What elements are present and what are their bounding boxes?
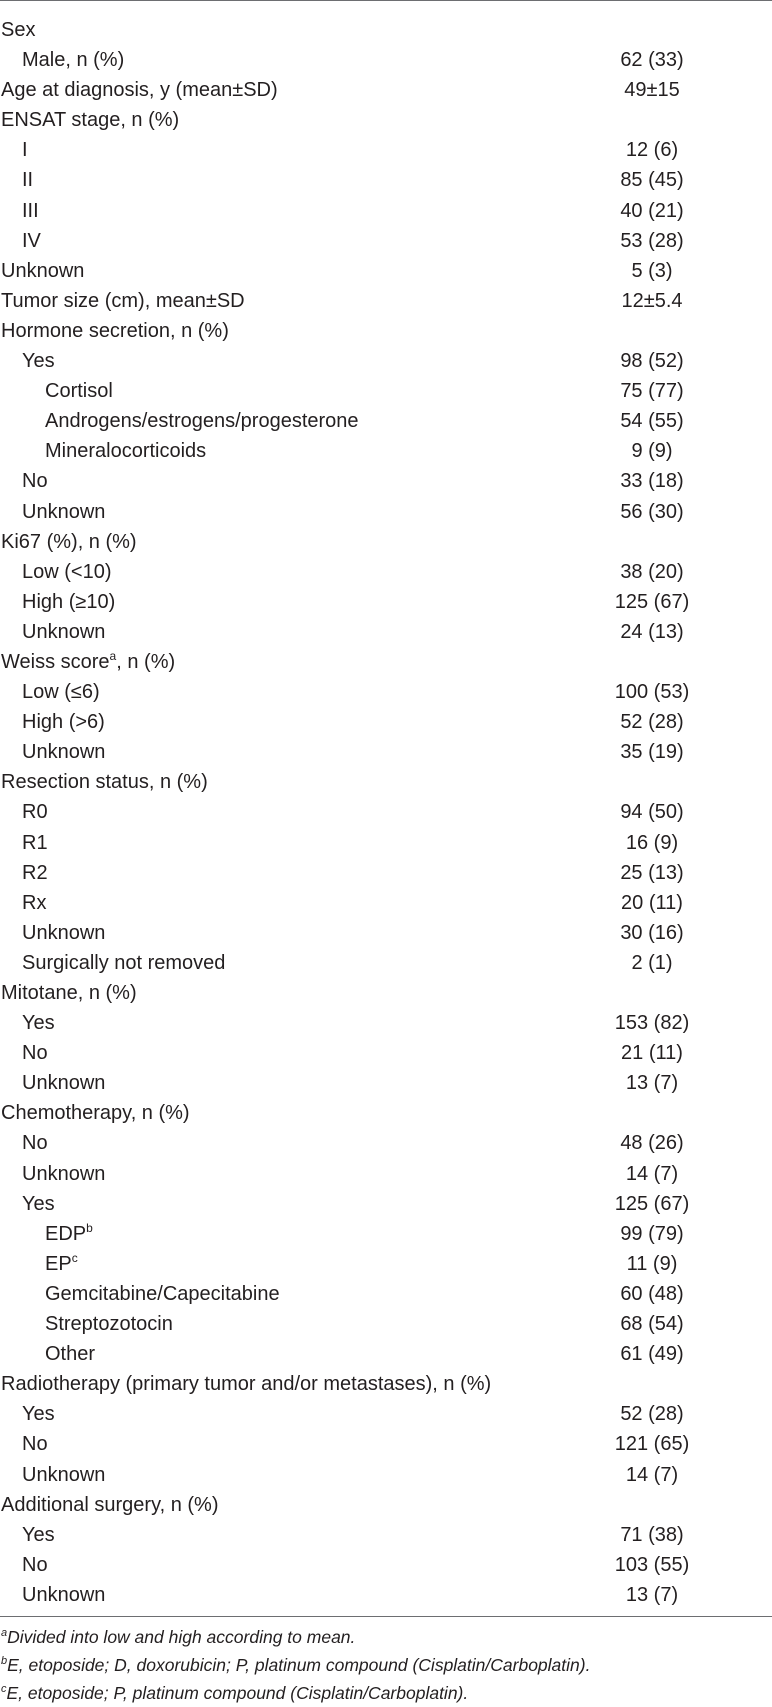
footnote-marker: a bbox=[109, 648, 117, 663]
row-label bbox=[1, 75, 278, 105]
table-row bbox=[0, 707, 772, 737]
row-label-text: R1 bbox=[22, 831, 48, 854]
table-row bbox=[0, 1068, 772, 1098]
row-label-text: I bbox=[22, 139, 28, 162]
row-label-text: Sex bbox=[1, 19, 36, 41]
row-label bbox=[1, 647, 175, 677]
row-label bbox=[22, 226, 41, 256]
table-row bbox=[0, 1249, 772, 1279]
table-row bbox=[0, 1429, 772, 1459]
row-value: 98 (52) bbox=[620, 350, 684, 373]
table-top-rule bbox=[0, 0, 772, 1]
table-row bbox=[0, 1038, 772, 1068]
row-label-text: R0 bbox=[22, 801, 48, 824]
row-label bbox=[1, 105, 179, 135]
row-label bbox=[22, 1520, 55, 1550]
row-value: 48 (26) bbox=[620, 1132, 684, 1155]
row-label-text: Androgens/estrogens/progesterone bbox=[45, 410, 359, 433]
row-value: 68 (54) bbox=[620, 1313, 684, 1336]
row-label bbox=[22, 1008, 55, 1038]
row-label bbox=[1, 15, 35, 45]
row-label-text: Other bbox=[45, 1343, 96, 1366]
table-row bbox=[0, 1490, 772, 1520]
row-label bbox=[1, 527, 137, 557]
table-row bbox=[0, 858, 772, 888]
table-row bbox=[0, 256, 772, 286]
row-label bbox=[22, 1159, 105, 1189]
row-label-text: Male, n (%) bbox=[22, 49, 125, 72]
row-label-text: Chemotherapy, n (%) bbox=[1, 1102, 190, 1125]
row-label bbox=[22, 828, 48, 858]
table-row bbox=[0, 647, 772, 677]
table-row bbox=[0, 135, 772, 165]
table-row bbox=[0, 948, 772, 978]
table-row bbox=[0, 466, 772, 496]
row-label-text: Mineralocorticoids bbox=[45, 440, 207, 463]
row-label-text: IV bbox=[22, 229, 41, 252]
table-row bbox=[0, 1128, 772, 1158]
table-row bbox=[0, 1159, 772, 1189]
row-label-text: EDP bbox=[45, 1222, 87, 1245]
row-label-text: Weiss score bbox=[1, 650, 110, 673]
table-row bbox=[0, 1339, 772, 1369]
row-value: 99 (79) bbox=[620, 1222, 684, 1245]
table-row bbox=[0, 346, 772, 376]
footnote-marker: a bbox=[1, 1627, 8, 1639]
row-label-text: No bbox=[22, 470, 48, 493]
footnote-marker: b bbox=[86, 1220, 93, 1235]
table-row bbox=[0, 1399, 772, 1429]
row-label-text: Ki67 (%), n (%) bbox=[1, 530, 137, 553]
row-label-text: II bbox=[22, 169, 34, 192]
table-row bbox=[0, 45, 772, 75]
table-row bbox=[0, 1520, 772, 1550]
footnote-text: E, etoposide; P, platinum compound (Cisplatin/Carboplatin). bbox=[6, 1683, 469, 1703]
row-label-text: Age at diagnosis, y (mean±SD) bbox=[1, 79, 278, 102]
row-value: 49±15 bbox=[624, 79, 680, 102]
table-row bbox=[0, 1098, 772, 1128]
row-label-text: No bbox=[22, 1042, 48, 1065]
table-row bbox=[0, 978, 772, 1008]
row-label bbox=[22, 1399, 55, 1429]
row-value: 100 (53) bbox=[614, 681, 690, 704]
table-row bbox=[0, 888, 772, 918]
row-value: 121 (65) bbox=[614, 1433, 690, 1456]
table-row bbox=[0, 316, 772, 346]
table-row bbox=[0, 497, 772, 527]
row-value: 56 (30) bbox=[620, 500, 684, 523]
row-value: 40 (21) bbox=[620, 199, 684, 222]
row-label bbox=[1, 978, 137, 1008]
row-value: 16 (9) bbox=[625, 831, 679, 854]
table-row bbox=[0, 797, 772, 827]
row-value: 12±5.4 bbox=[621, 289, 683, 312]
row-label bbox=[22, 587, 115, 617]
row-value: 52 (28) bbox=[620, 1403, 684, 1426]
row-label-text: Unknown bbox=[22, 741, 106, 764]
row-value: 30 (16) bbox=[620, 921, 684, 944]
footnote bbox=[1, 1623, 772, 1651]
row-label bbox=[22, 1128, 48, 1158]
row-label-text: Yes bbox=[22, 1523, 55, 1546]
row-label bbox=[22, 1460, 105, 1490]
table-row bbox=[0, 1309, 772, 1339]
row-label bbox=[22, 918, 105, 948]
row-label bbox=[45, 406, 359, 436]
row-label-text: Unknown bbox=[22, 1463, 106, 1486]
row-label bbox=[45, 1249, 78, 1279]
row-label bbox=[1, 1369, 491, 1399]
row-value: 75 (77) bbox=[620, 380, 684, 403]
row-label bbox=[1, 1098, 190, 1128]
row-label-text: Gemcitabine/Capecitabine bbox=[45, 1282, 280, 1305]
table-row bbox=[0, 587, 772, 617]
row-value: 14 (7) bbox=[625, 1463, 679, 1486]
row-label bbox=[22, 737, 105, 767]
row-label bbox=[1, 316, 229, 346]
row-value: 52 (28) bbox=[620, 711, 684, 734]
row-label-text: Rx bbox=[22, 891, 47, 914]
row-value: 35 (19) bbox=[620, 741, 684, 764]
row-label bbox=[45, 1339, 95, 1369]
row-value: 20 (11) bbox=[621, 891, 683, 914]
table-row bbox=[0, 527, 772, 557]
table-row bbox=[0, 436, 772, 466]
table-bottom-rule bbox=[0, 1616, 772, 1617]
row-label bbox=[22, 858, 48, 888]
row-label bbox=[22, 45, 124, 75]
row-value: 2 (1) bbox=[631, 951, 673, 974]
row-label-text: Unknown bbox=[22, 500, 106, 523]
row-label bbox=[1, 286, 245, 316]
row-label-text: Cortisol bbox=[45, 380, 113, 403]
characteristics-table bbox=[0, 15, 772, 1610]
row-label-text: Radiotherapy (primary tumor and/or metastases), n (%) bbox=[1, 1373, 492, 1396]
row-label bbox=[22, 557, 112, 587]
row-label bbox=[22, 1068, 105, 1098]
table-row bbox=[0, 767, 772, 797]
table-row bbox=[0, 286, 772, 316]
row-label bbox=[45, 376, 113, 406]
footnote-text: Divided into low and high according to mean. bbox=[7, 1627, 356, 1647]
row-label bbox=[22, 1038, 48, 1068]
table-row bbox=[0, 226, 772, 256]
row-value: 24 (13) bbox=[620, 620, 684, 643]
row-label bbox=[45, 436, 206, 466]
footnote bbox=[1, 1651, 772, 1679]
row-label-text: Streptozotocin bbox=[45, 1313, 173, 1336]
row-value: 62 (33) bbox=[620, 49, 684, 72]
row-label-text: EP bbox=[45, 1252, 72, 1275]
row-label-text: Unknown bbox=[22, 1162, 106, 1185]
row-label-text: No bbox=[22, 1553, 48, 1576]
row-label bbox=[22, 948, 225, 978]
footnote-marker: c bbox=[71, 1250, 78, 1265]
table-row bbox=[0, 557, 772, 587]
row-label-text: Yes bbox=[22, 1012, 55, 1035]
row-label-text: Yes bbox=[22, 1403, 55, 1426]
row-label-text: No bbox=[22, 1132, 48, 1155]
row-label-text: Yes bbox=[22, 350, 55, 373]
row-label-text: R2 bbox=[22, 861, 48, 884]
row-label-text: Resection status, n (%) bbox=[1, 771, 208, 794]
row-label bbox=[1, 256, 84, 286]
row-label-text: Unknown bbox=[22, 921, 106, 944]
row-value: 11 (9) bbox=[626, 1252, 678, 1275]
table-row bbox=[0, 737, 772, 767]
row-value: 12 (6) bbox=[625, 139, 679, 162]
table-row bbox=[0, 1580, 772, 1610]
row-value: 153 (82) bbox=[614, 1012, 690, 1035]
table-row bbox=[0, 1460, 772, 1490]
row-value: 21 (11) bbox=[621, 1042, 683, 1065]
row-value: 33 (18) bbox=[620, 470, 684, 493]
row-value: 85 (45) bbox=[620, 169, 684, 192]
row-label bbox=[22, 707, 105, 737]
row-value: 125 (67) bbox=[614, 1192, 690, 1215]
table-row bbox=[0, 196, 772, 226]
table-row bbox=[0, 1189, 772, 1219]
table-row bbox=[0, 1550, 772, 1580]
row-label-suffix: , n (%) bbox=[116, 650, 176, 673]
table-row bbox=[0, 376, 772, 406]
footnote-text: E, etoposide; D, doxorubicin; P, platinum compound (Cisplatin/Carboplatin). bbox=[7, 1655, 591, 1675]
row-label-text: Unknown bbox=[1, 259, 85, 282]
row-value: 71 (38) bbox=[620, 1523, 684, 1546]
row-value: 53 (28) bbox=[620, 229, 684, 252]
table-row bbox=[0, 75, 772, 105]
footnote bbox=[1, 1679, 772, 1707]
row-label bbox=[22, 1429, 48, 1459]
row-label bbox=[45, 1279, 280, 1309]
row-label-text: Unknown bbox=[22, 1072, 106, 1095]
row-label bbox=[22, 1580, 105, 1610]
row-label-text: Tumor size (cm), mean±SD bbox=[1, 289, 245, 312]
row-label-text: Mitotane, n (%) bbox=[1, 982, 137, 1004]
row-value: 103 (55) bbox=[614, 1553, 690, 1576]
row-label bbox=[22, 165, 33, 195]
row-label bbox=[22, 466, 48, 496]
row-value: 13 (7) bbox=[625, 1583, 679, 1606]
row-label bbox=[1, 1490, 219, 1520]
row-label-text: Hormone secretion, n (%) bbox=[1, 319, 229, 342]
footnote-marker: c bbox=[1, 1683, 7, 1695]
row-label-text: No bbox=[22, 1433, 48, 1456]
row-label-text: Additional surgery, n (%) bbox=[1, 1493, 219, 1516]
table-row bbox=[0, 1008, 772, 1038]
row-label-text: Low (≤6) bbox=[22, 681, 100, 704]
table-footnotes bbox=[0, 1623, 772, 1707]
row-label-text: Yes bbox=[22, 1192, 55, 1215]
table-row bbox=[0, 1369, 772, 1399]
row-value: 94 (50) bbox=[620, 801, 684, 824]
row-value: 9 (9) bbox=[631, 440, 673, 463]
table-row bbox=[0, 105, 772, 135]
row-label-text: III bbox=[22, 199, 39, 222]
row-label bbox=[22, 196, 39, 226]
row-value: 125 (67) bbox=[614, 590, 690, 613]
row-label-text: Surgically not removed bbox=[22, 951, 226, 974]
row-label bbox=[22, 888, 46, 918]
row-value: 38 (20) bbox=[620, 560, 684, 583]
row-label bbox=[22, 617, 105, 647]
row-label-text: Unknown bbox=[22, 1583, 106, 1606]
table-row bbox=[0, 165, 772, 195]
row-label-text: Unknown bbox=[22, 620, 106, 643]
row-label-text: High (≥10) bbox=[22, 590, 116, 613]
row-label-text: ENSAT stage, n (%) bbox=[1, 109, 180, 132]
row-value: 61 (49) bbox=[620, 1343, 684, 1366]
footnote-marker: b bbox=[1, 1655, 8, 1667]
row-label bbox=[22, 135, 28, 165]
row-label bbox=[22, 677, 100, 707]
row-label bbox=[22, 797, 48, 827]
row-label bbox=[45, 1309, 173, 1339]
row-value: 25 (13) bbox=[620, 861, 684, 884]
row-label bbox=[22, 1550, 48, 1580]
table-row bbox=[0, 15, 772, 45]
row-value: 14 (7) bbox=[625, 1162, 679, 1185]
row-value: 5 (3) bbox=[631, 259, 673, 282]
row-value: 60 (48) bbox=[620, 1282, 684, 1305]
row-label bbox=[22, 497, 105, 527]
row-label-text: Low (<10) bbox=[22, 560, 112, 583]
table-row bbox=[0, 828, 772, 858]
row-value: 54 (55) bbox=[620, 410, 684, 433]
row-label-text: High (>6) bbox=[22, 711, 105, 734]
row-label bbox=[22, 346, 55, 376]
row-label bbox=[1, 767, 208, 797]
row-value: 13 (7) bbox=[625, 1072, 679, 1095]
table-row bbox=[0, 406, 772, 436]
table-row bbox=[0, 1279, 772, 1309]
row-label bbox=[22, 1189, 55, 1219]
table-row bbox=[0, 617, 772, 647]
table-row bbox=[0, 1219, 772, 1249]
table-row bbox=[0, 918, 772, 948]
row-label bbox=[45, 1219, 93, 1249]
table-row bbox=[0, 677, 772, 707]
